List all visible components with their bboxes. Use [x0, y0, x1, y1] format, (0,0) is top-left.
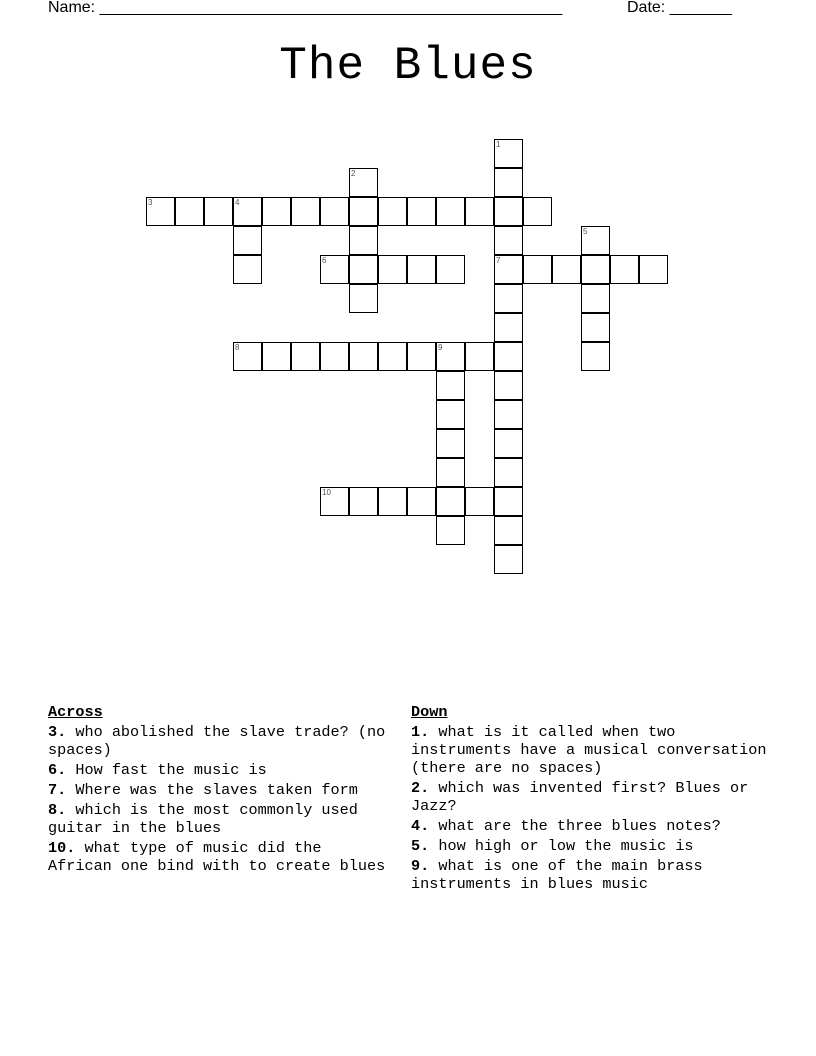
grid-cell[interactable] [494, 545, 523, 574]
grid-cell[interactable] [349, 226, 378, 255]
clue-text: what are the three blues notes? [438, 817, 721, 835]
down-heading: Down [411, 703, 448, 721]
grid-cell[interactable] [233, 226, 262, 255]
grid-cell[interactable] [436, 458, 465, 487]
cell-number: 3 [148, 198, 153, 207]
clue-text: what is it called when two instruments have a musical conversation (there are no spaces) [411, 723, 767, 777]
grid-cell[interactable] [436, 487, 465, 516]
across-clue [48, 839, 393, 875]
grid-cell[interactable] [494, 226, 523, 255]
clue-number: 5. [411, 837, 430, 855]
grid-cell[interactable] [233, 342, 262, 371]
clue-number: 8. [48, 801, 67, 819]
grid-cell[interactable] [378, 197, 407, 226]
cell-number: 9 [438, 343, 443, 352]
grid-cell[interactable] [349, 284, 378, 313]
grid-cell[interactable] [436, 255, 465, 284]
grid-cell[interactable] [552, 255, 581, 284]
clue-text: what is one of the main brass instruments in blues music [411, 857, 703, 893]
grid-cell[interactable] [320, 197, 349, 226]
down-clue-list [411, 723, 771, 893]
grid-cell[interactable] [494, 255, 523, 284]
grid-cell[interactable] [494, 458, 523, 487]
grid-cell[interactable] [494, 516, 523, 545]
grid-cell[interactable] [407, 342, 436, 371]
grid-cell[interactable] [494, 371, 523, 400]
across-heading: Across [48, 703, 103, 721]
grid-cell[interactable] [494, 487, 523, 516]
grid-cell[interactable] [407, 255, 436, 284]
grid-cell[interactable] [581, 255, 610, 284]
grid-cell[interactable] [349, 197, 378, 226]
grid-cell[interactable] [494, 342, 523, 371]
grid-cell[interactable] [581, 313, 610, 342]
down-clue [411, 817, 771, 835]
cell-number: 2 [351, 169, 356, 178]
cell-number: 5 [583, 227, 588, 236]
grid-cell[interactable] [320, 255, 349, 284]
grid-cell[interactable] [349, 487, 378, 516]
cell-number: 1 [496, 140, 501, 149]
grid-cell[interactable] [494, 197, 523, 226]
grid-cell[interactable] [262, 197, 291, 226]
down-clue [411, 723, 771, 777]
grid-cell[interactable] [494, 429, 523, 458]
cell-number: 10 [322, 488, 331, 497]
clue-text: how high or low the music is [438, 837, 694, 855]
cell-number: 8 [235, 343, 240, 352]
across-clue [48, 801, 393, 837]
grid-cell[interactable] [378, 255, 407, 284]
across-clue [48, 723, 393, 759]
grid-cell[interactable] [291, 342, 320, 371]
grid-cell[interactable] [436, 400, 465, 429]
grid-cell[interactable] [581, 284, 610, 313]
grid-cell[interactable] [581, 342, 610, 371]
grid-cell[interactable] [610, 255, 639, 284]
clue-number: 4. [411, 817, 430, 835]
cell-number: 6 [322, 256, 327, 265]
grid-cell[interactable] [146, 197, 175, 226]
grid-cell[interactable] [465, 197, 494, 226]
date-field-label: Date: _______ [627, 0, 732, 16]
across-clues [48, 703, 393, 877]
grid-cell[interactable] [349, 255, 378, 284]
clue-text: Where was the slaves taken form [75, 781, 358, 799]
grid-cell[interactable] [320, 487, 349, 516]
across-clue [48, 781, 393, 799]
across-clue-list [48, 723, 393, 875]
grid-cell[interactable] [494, 284, 523, 313]
grid-cell[interactable] [175, 197, 204, 226]
grid-cell[interactable] [233, 197, 262, 226]
grid-cell[interactable] [494, 168, 523, 197]
clue-text: which was invented first? Blues or Jazz? [411, 779, 749, 815]
grid-cell[interactable] [523, 255, 552, 284]
grid-cell[interactable] [494, 313, 523, 342]
clue-text: How fast the music is [75, 761, 267, 779]
grid-cell[interactable] [494, 400, 523, 429]
grid-cell[interactable] [349, 168, 378, 197]
grid-cell[interactable] [407, 487, 436, 516]
grid-cell[interactable] [320, 342, 349, 371]
cell-number: 7 [496, 256, 501, 265]
grid-cell[interactable] [233, 255, 262, 284]
clue-number: 3. [48, 723, 67, 741]
grid-cell[interactable] [523, 197, 552, 226]
across-clue [48, 761, 393, 779]
grid-cell[interactable] [407, 197, 436, 226]
clue-text: which is the most commonly used guitar in the blues [48, 801, 358, 837]
down-clue [411, 779, 771, 815]
clue-number: 10. [48, 839, 76, 857]
grid-cell[interactable] [436, 371, 465, 400]
clue-number: 6. [48, 761, 67, 779]
down-clue [411, 857, 771, 893]
grid-cell[interactable] [494, 139, 523, 168]
grid-cell[interactable] [581, 226, 610, 255]
grid-cell[interactable] [639, 255, 668, 284]
grid-cell[interactable] [465, 342, 494, 371]
name-field-label: Name: ____________________________________________________ [48, 0, 563, 16]
down-clues [411, 703, 771, 895]
clue-text: what type of music did the African one bind with to create blues [48, 839, 386, 875]
grid-cell[interactable] [378, 487, 407, 516]
grid-cell[interactable] [291, 197, 320, 226]
clue-number: 1. [411, 723, 430, 741]
cell-number: 4 [235, 198, 240, 207]
clue-number: 7. [48, 781, 67, 799]
grid-cell[interactable] [436, 342, 465, 371]
grid-cell[interactable] [204, 197, 233, 226]
grid-cell[interactable] [436, 197, 465, 226]
grid-cell[interactable] [262, 342, 291, 371]
grid-cell[interactable] [378, 342, 407, 371]
grid-cell[interactable] [349, 342, 378, 371]
grid-cell[interactable] [465, 487, 494, 516]
clue-number: 2. [411, 779, 430, 797]
clue-number: 9. [411, 857, 430, 875]
down-clue [411, 837, 771, 855]
clue-text: who abolished the slave trade? (no spaces) [48, 723, 386, 759]
grid-cell[interactable] [436, 516, 465, 545]
grid-cell[interactable] [436, 429, 465, 458]
puzzle-title: The Blues [279, 40, 537, 92]
